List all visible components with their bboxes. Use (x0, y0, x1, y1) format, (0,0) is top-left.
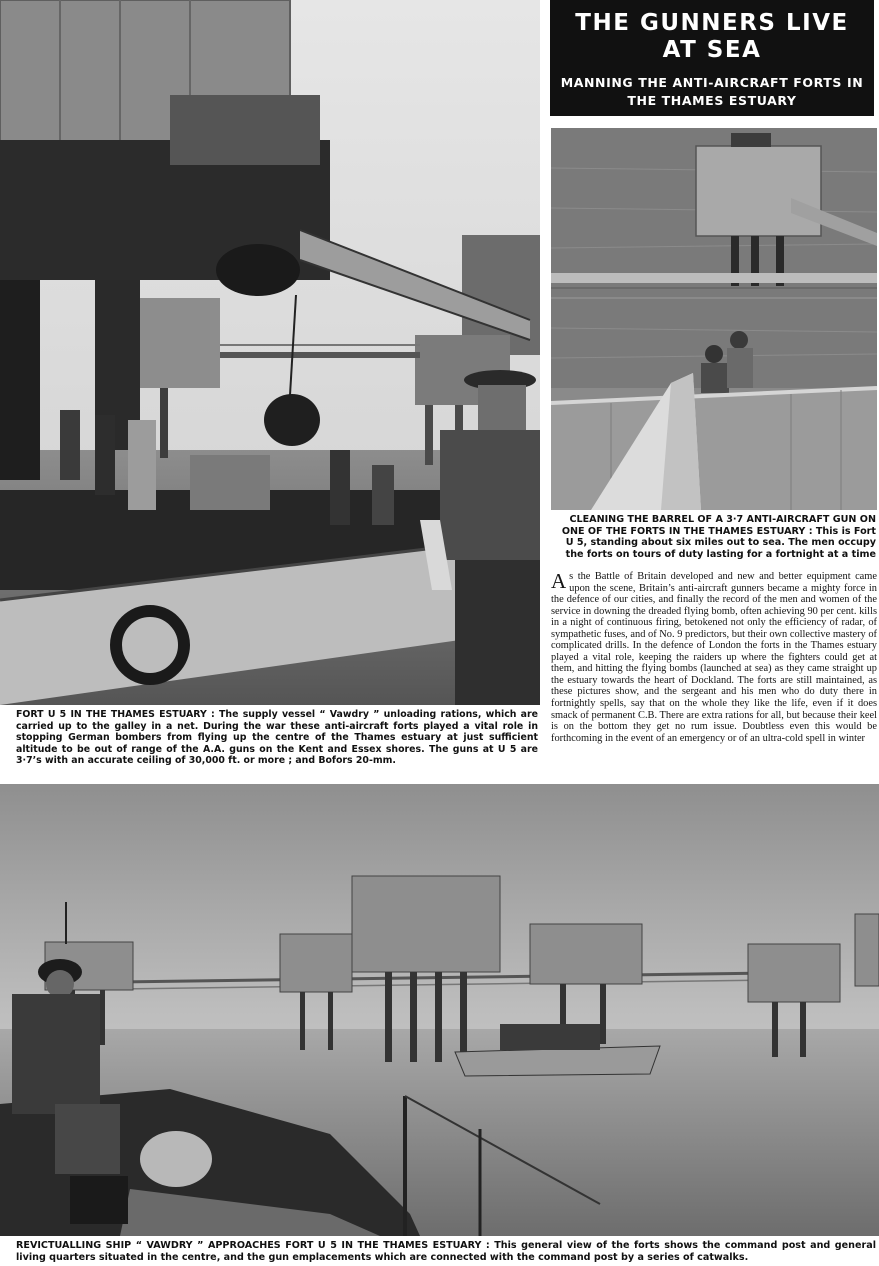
article-text: s the Battle of Britain developed and new and better equipment came upon the scene, Britain’s anti-aircraft gunners became a mighty force in the defence of our cities, and finally the record of the men and women of the service in downing the dreaded flying bomb, often achieving 90 per cent. kills in a night of continuous firing, betokened not only the efficiency of radar, of sympathetic fuses, and of No. 9 predictors, but their own collective mastery of complicated drills. In the defence of London the forts in the Thames estuary played a vital role, keeping the raiders up where the fighters could get at them, and hitting the flying bombs (launched at sea) as they came straight up the estuary towards the heart of Dockland. The forts are still maintained, as these pictures show, and the sergeant and his men who do duty there in fortnightly spells, say that on the whole they like the life, even if it does smack of permanent C.B. There are extra rations for all, but because their keel is on the bottom they get no rum issue. Doubtless even this would be forthcoming in the event of an emergency or of an ultra-cold spell in winter (551, 571, 877, 744)
caption-revictualling-ship: REVICTUALLING SHIP “ VAWDRY ” APPROACHES FORT U 5 IN THE THAMES ESTUARY : This general view of the forts shows the command post and general living quarters situated in the centre, and the gun emplacements which are connected with the command post by a series of catwalks. (16, 1240, 876, 1263)
caption-cleaning-barrel: CLEANING THE BARREL OF A 3·7 ANTI-AIRCRAFT GUN ON ONE OF THE FORTS IN THE THAMES ESTUARY : This is Fort U 5, standing about six miles out to sea. The men occupy the forts on tours of duty lasting for a fortnight at a time (561, 514, 876, 560)
title-banner (550, 0, 874, 116)
photo-forts-general-view (0, 784, 879, 1236)
photo-cleaning-gun-barrel (551, 128, 877, 510)
page-subtitle: MANNING THE ANTI-AIRCRAFT FORTS IN THE THAMES ESTUARY (560, 75, 864, 108)
article-dropcap: A (551, 571, 567, 593)
caption-fort-u5-supply: FORT U 5 IN THE THAMES ESTUARY : The supply vessel “ Vawdry ” unloading rations, which are carried up to the galley in a net. During the war these anti-aircraft forts played a vital role in stopping German bombers from flying up the centre of the Thames estuary at just sufficient altitude to be out of range of the A.A. guns on the Kent and Essex shores. The guns at U 5 are 3·7’s with an accurate ceiling of 30,000 ft. or more ; and Bofors 20-mm. (16, 709, 538, 767)
article-body (551, 571, 877, 765)
photo-supply-vessel-unloading (0, 0, 540, 705)
page-title: THE GUNNERS LIVE AT SEA (575, 10, 849, 63)
